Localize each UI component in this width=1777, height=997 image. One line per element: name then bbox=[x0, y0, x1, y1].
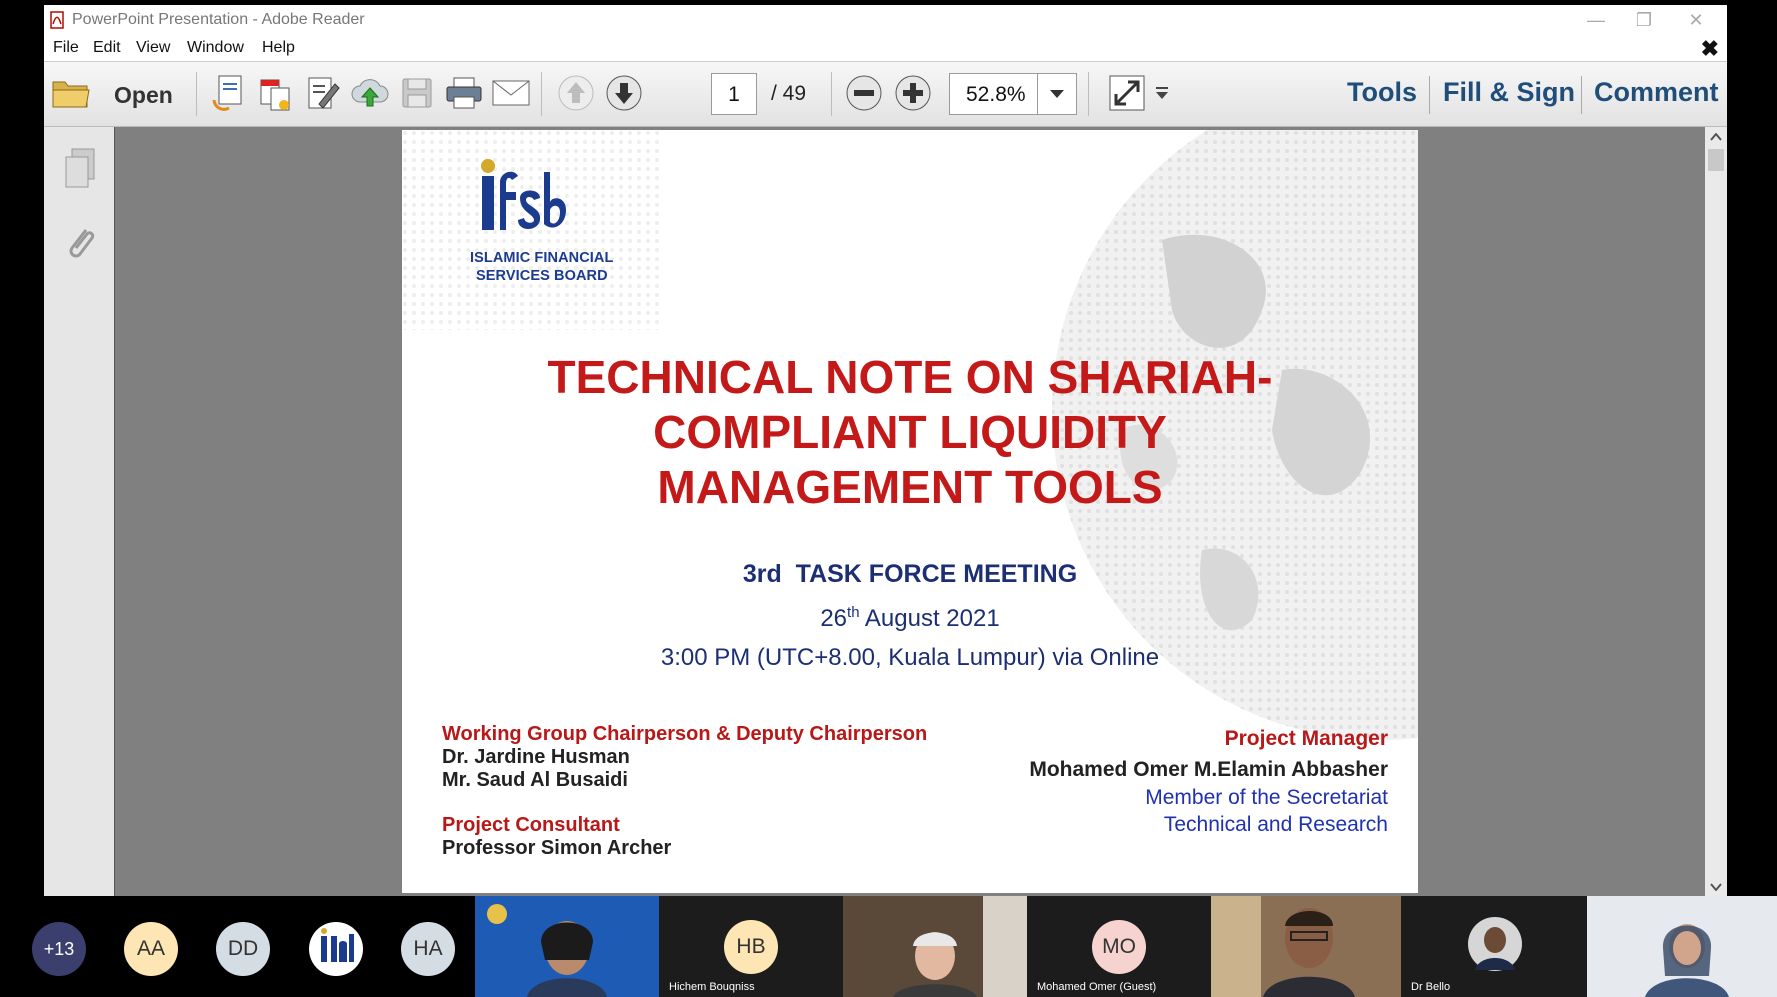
scroll-thumb[interactable] bbox=[1708, 149, 1724, 171]
participants-bar bbox=[0, 896, 1777, 997]
open-button[interactable] bbox=[50, 72, 92, 114]
toolbar-separator bbox=[196, 72, 197, 116]
participant-video-tile[interactable] bbox=[475, 896, 659, 997]
slide-title-line: COMPLIANT LIQUIDITY bbox=[653, 406, 1167, 458]
menu-file[interactable]: File bbox=[53, 39, 79, 56]
zoom-value: 52.8% bbox=[966, 83, 1026, 106]
participant-avatar[interactable]: DD bbox=[216, 922, 270, 976]
participant-video bbox=[843, 896, 1027, 997]
zoom-in-button[interactable] bbox=[892, 72, 934, 114]
menu-view[interactable]: View bbox=[136, 39, 171, 56]
participant-photo bbox=[1467, 916, 1523, 972]
more-tools-button[interactable] bbox=[1148, 72, 1176, 114]
restore-button[interactable]: ❐ bbox=[1635, 10, 1653, 30]
adobe-reader-icon bbox=[48, 11, 66, 29]
more-tools-icon bbox=[1154, 86, 1170, 100]
participant-tile[interactable] bbox=[1027, 896, 1211, 997]
page-down-icon bbox=[604, 73, 644, 113]
edit-icon bbox=[305, 74, 341, 112]
participant-name: Mohamed Omer (Guest) bbox=[1037, 981, 1157, 993]
window-title: PowerPoint Presentation - Adobe Reader bbox=[72, 11, 365, 28]
fit-page-icon bbox=[1108, 74, 1146, 112]
participant-video-tile[interactable] bbox=[1587, 896, 1777, 997]
zoom-out-icon bbox=[844, 73, 884, 113]
participant-avatar[interactable]: HA bbox=[401, 922, 455, 976]
pm-role-1: Member of the Secretariat bbox=[1145, 786, 1388, 809]
close-document-icon[interactable]: ✖ bbox=[1700, 36, 1719, 61]
logo-text-line2: SERVICES BOARD bbox=[476, 268, 608, 284]
next-page-button[interactable] bbox=[603, 72, 645, 114]
chair-heading: Working Group Chairperson & Deputy Chairperson bbox=[442, 723, 928, 745]
previous-page-button[interactable] bbox=[555, 72, 597, 114]
toolbar-separator bbox=[541, 72, 542, 116]
pm-role-2: Technical and Research bbox=[1163, 813, 1388, 836]
date-month-year: August 2021 bbox=[859, 605, 1000, 632]
logo-text-line1: ISLAMIC FINANCIAL bbox=[470, 250, 614, 266]
chevron-down-icon bbox=[1049, 89, 1065, 99]
chair-name-1: Dr. Jardine Husman bbox=[442, 746, 630, 768]
menu-bar bbox=[44, 35, 1727, 62]
edit-pdf-button[interactable] bbox=[302, 72, 344, 114]
menu-edit[interactable]: Edit bbox=[93, 39, 121, 56]
zoom-out-button[interactable] bbox=[843, 72, 885, 114]
pm-heading: Project Manager bbox=[1224, 727, 1388, 750]
save-button[interactable] bbox=[396, 72, 438, 114]
vertical-scrollbar[interactable] bbox=[1705, 127, 1727, 896]
tools-tab[interactable]: Tools bbox=[1347, 77, 1417, 107]
participant-video bbox=[1587, 896, 1777, 997]
ifsb-logo-mark bbox=[478, 158, 568, 238]
date-suffix: th bbox=[847, 604, 860, 621]
upload-icon bbox=[350, 76, 390, 110]
menu-window[interactable]: Window bbox=[187, 39, 244, 56]
slide-page bbox=[402, 130, 1418, 893]
meeting-date bbox=[402, 604, 1418, 633]
pm-name: Mohamed Omer M.Elamin Abbasher bbox=[1029, 758, 1388, 781]
save-icon bbox=[400, 76, 434, 110]
zoom-in-icon bbox=[893, 73, 933, 113]
fill-sign-tab[interactable]: Fill & Sign bbox=[1443, 77, 1575, 107]
slide-title bbox=[402, 350, 1418, 515]
toolbar-separator bbox=[1088, 72, 1089, 116]
toolbar-separator bbox=[831, 72, 832, 116]
scroll-down-icon[interactable] bbox=[1710, 883, 1722, 891]
navigation-panel bbox=[44, 127, 115, 896]
attachment-icon[interactable] bbox=[62, 222, 98, 264]
chair-name-2: Mr. Saud Al Busaidi bbox=[442, 769, 628, 791]
print-icon bbox=[445, 75, 483, 111]
create-pdf-icon bbox=[211, 74, 247, 112]
scroll-up-icon[interactable] bbox=[1710, 133, 1722, 141]
participant-avatar-ifsb[interactable] bbox=[309, 922, 363, 976]
menu-help[interactable]: Help bbox=[262, 39, 295, 56]
email-icon bbox=[491, 78, 531, 108]
ifsb-logo bbox=[462, 158, 632, 293]
participant-video bbox=[1211, 896, 1401, 997]
participant-video bbox=[475, 896, 659, 997]
upload-button[interactable] bbox=[349, 72, 391, 114]
meeting-name: 3rd TASK FORCE MEETING bbox=[742, 560, 1078, 588]
slide-title-line: MANAGEMENT TOOLS bbox=[657, 461, 1163, 513]
combine-files-button[interactable] bbox=[254, 72, 296, 114]
ifsb-logo-icon bbox=[309, 922, 363, 976]
consultant-heading: Project Consultant bbox=[442, 814, 620, 836]
comment-tab[interactable]: Comment bbox=[1594, 77, 1719, 107]
more-participants-button[interactable]: +13 bbox=[32, 922, 86, 976]
close-window-button[interactable]: ✕ bbox=[1688, 10, 1704, 30]
slide-title-line: TECHNICAL NOTE ON SHARIAH- bbox=[547, 351, 1273, 403]
date-day: 26 bbox=[820, 605, 848, 632]
participant-avatar[interactable]: AA bbox=[124, 922, 178, 976]
toolbar bbox=[44, 62, 1727, 127]
combine-icon bbox=[257, 74, 293, 112]
tab-separator bbox=[1581, 76, 1582, 114]
page-total: / 49 bbox=[771, 82, 807, 105]
pages-icon[interactable] bbox=[62, 147, 98, 189]
tab-separator bbox=[1429, 76, 1430, 114]
participant-video-tile[interactable] bbox=[843, 896, 1027, 997]
participant-avatar: HB bbox=[724, 920, 778, 974]
participant-avatar: MO bbox=[1092, 920, 1146, 974]
create-pdf-button[interactable] bbox=[208, 72, 250, 114]
participant-name: Dr Bello bbox=[1411, 981, 1451, 993]
title-bar bbox=[44, 5, 1727, 35]
page-up-icon bbox=[556, 73, 596, 113]
zoom-select[interactable] bbox=[949, 73, 1077, 115]
folder-icon bbox=[51, 76, 91, 110]
zoom-dropdown-button[interactable] bbox=[1037, 74, 1076, 114]
meeting-time: 3:00 PM (UTC+8.00, Kuala Lumpur) via Online bbox=[660, 644, 1160, 671]
fit-page-button[interactable] bbox=[1106, 72, 1148, 114]
consultant-name: Professor Simon Archer bbox=[442, 837, 672, 859]
participant-tile[interactable] bbox=[1401, 896, 1587, 997]
page-number-input[interactable]: 1 bbox=[711, 73, 757, 115]
participant-name: Hichem Bouqniss bbox=[669, 981, 755, 993]
print-button[interactable] bbox=[443, 72, 485, 114]
participant-video-tile[interactable] bbox=[1211, 896, 1401, 997]
open-label[interactable]: Open bbox=[114, 82, 173, 108]
participant-tile[interactable] bbox=[659, 896, 843, 997]
minimize-button[interactable]: — bbox=[1587, 10, 1605, 30]
email-button[interactable] bbox=[490, 72, 532, 114]
